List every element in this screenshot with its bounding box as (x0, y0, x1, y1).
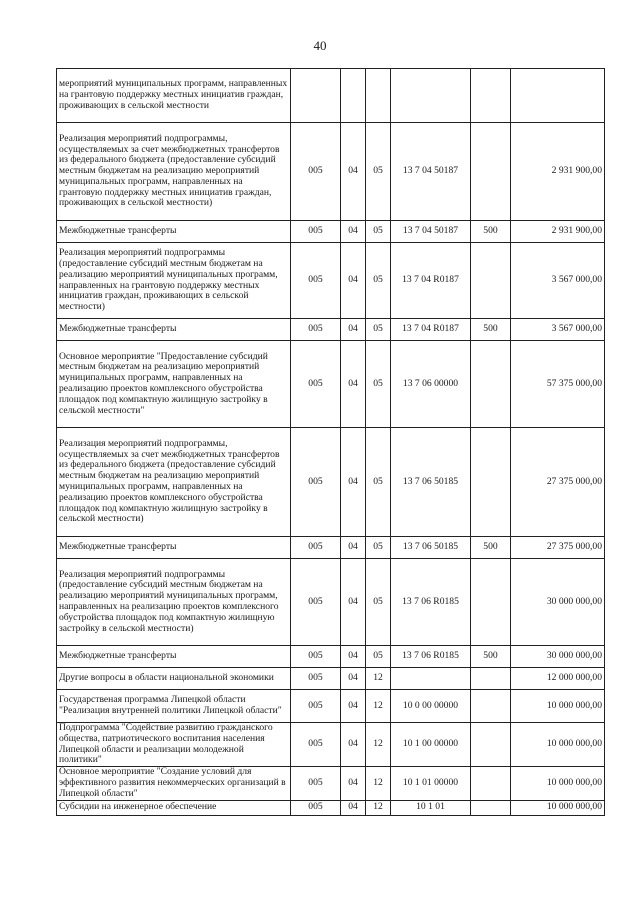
table-row (57, 690, 605, 723)
budget-table-body (57, 69, 605, 816)
subsection-code-cell: 05 (366, 428, 391, 537)
ministry-code-cell: 005 (291, 123, 341, 221)
subsection-code-cell: 05 (366, 537, 391, 559)
subsection-code-cell: 05 (366, 646, 391, 668)
amount-cell: 30 000 000,00 (511, 646, 605, 668)
section-code-cell: 04 (341, 123, 366, 221)
ministry-code-cell: 005 (291, 341, 341, 428)
section-code-cell: 04 (341, 559, 366, 646)
row-name-cell: Межбюджетные трансферты (57, 537, 291, 559)
subsection-code-cell: 12 (366, 668, 391, 690)
ministry-code-cell (291, 69, 341, 123)
target-article-cell: 13 7 04 50187 (391, 123, 471, 221)
ministry-code-cell: 005 (291, 428, 341, 537)
subsection-code-cell: 05 (366, 559, 391, 646)
target-article-cell (391, 668, 471, 690)
amount-cell: 3 567 000,00 (511, 243, 605, 319)
row-name-cell: Реализация мероприятий подпрограммы, осуществляемых за счет межбюджетных трансфертов из федерального бюджета (предоставление субсидий местным бюджетам на реализацию мероприятий муниципальных программ, направленных на реализацию проектов комплексного обустройства площадок под компактную жилищную застройку в сельской местности) (57, 428, 291, 537)
section-code-cell: 04 (341, 428, 366, 537)
expense-type-cell: 500 (471, 537, 511, 559)
ministry-code-cell: 005 (291, 723, 341, 767)
target-article-cell: 13 7 06 R0185 (391, 559, 471, 646)
row-name-cell: Реализация мероприятий подпрограммы (предоставление субсидий местным бюджетам на реализацию мероприятий муниципальных программ, направленных на реализацию проектов комплексного обустройства площадок под компактную жилищную застройку в сельской местности) (57, 559, 291, 646)
target-article-cell: 13 7 06 00000 (391, 341, 471, 428)
row-name-cell: Реализация мероприятий подпрограммы (предоставление субсидий местным бюджетам на реализацию мероприятий муниципальных программ, направленных на грантовую поддержку местных инициатив граждан, проживающих в сельской местности) (57, 243, 291, 319)
page-number: 40 (313, 38, 327, 53)
section-code-cell: 04 (341, 690, 366, 723)
target-article-cell: 13 7 06 R0185 (391, 646, 471, 668)
row-name-cell: Субсидии на инженерное обеспечение (57, 800, 291, 815)
table-row (57, 767, 605, 800)
ministry-code-cell: 005 (291, 559, 341, 646)
amount-cell: 27 375 000,00 (511, 428, 605, 537)
table-row (57, 341, 605, 428)
subsection-code-cell: 05 (366, 221, 391, 243)
amount-cell: 10 000 000,00 (511, 690, 605, 723)
amount-cell: 2 931 900,00 (511, 123, 605, 221)
amount-cell (511, 69, 605, 123)
subsection-code-cell: 05 (366, 341, 391, 428)
expense-type-cell (471, 341, 511, 428)
target-article-cell: 13 7 06 50185 (391, 428, 471, 537)
amount-cell: 2 931 900,00 (511, 221, 605, 243)
row-name-cell: Основное мероприятие "Предоставление субсидий местным бюджетам на реализацию мероприятий муниципальных программ, направленных на реализацию проектов комплексного обустройства площадок под компактную жилищную застройку в сельской местности" (57, 341, 291, 428)
row-name-cell: Государственая программа Липецкой области "Реализация внутренней политики Липецкой области" (57, 690, 291, 723)
section-code-cell: 04 (341, 537, 366, 559)
amount-cell: 12 000 000,00 (511, 668, 605, 690)
amount-cell: 10 000 000,00 (511, 723, 605, 767)
row-name-cell: Межбюджетные трансферты (57, 319, 291, 341)
expense-type-cell (471, 428, 511, 537)
expense-type-cell: 500 (471, 221, 511, 243)
subsection-code-cell: 12 (366, 767, 391, 800)
expense-type-cell (471, 668, 511, 690)
row-name-cell: Межбюджетные трансферты (57, 646, 291, 668)
expense-type-cell (471, 690, 511, 723)
row-name-cell: Реализация мероприятий подпрограммы, осуществляемых за счет межбюджетных трансфертов из федерального бюджета (предоставление субсидий местным бюджетам на реализацию мероприятий муниципальных программ, направленных на грантовую поддержку местных инициатив граждан, проживающих в сельской местности) (57, 123, 291, 221)
target-article-cell: 10 1 00 00000 (391, 723, 471, 767)
subsection-code-cell: 05 (366, 123, 391, 221)
amount-cell: 30 000 000,00 (511, 559, 605, 646)
subsection-code-cell: 05 (366, 319, 391, 341)
ministry-code-cell: 005 (291, 767, 341, 800)
section-code-cell: 04 (341, 646, 366, 668)
ministry-code-cell: 005 (291, 319, 341, 341)
target-article-cell: 10 1 01 00000 (391, 767, 471, 800)
table-row (57, 537, 605, 559)
expense-type-cell (471, 559, 511, 646)
table-row (57, 428, 605, 537)
row-name-cell: Подпрограмма "Содействие развитию гражданского общества, патриотического воспитания населения Липецкой области и реализации молодежной политики" (57, 723, 291, 767)
target-article-cell: 13 7 04 R0187 (391, 319, 471, 341)
subsection-code-cell: 12 (366, 800, 391, 815)
table-row (57, 723, 605, 767)
target-article-cell: 13 7 06 50185 (391, 537, 471, 559)
ministry-code-cell: 005 (291, 668, 341, 690)
expense-type-cell: 500 (471, 319, 511, 341)
table-row (57, 559, 605, 646)
table-row (57, 668, 605, 690)
row-name-cell: Другие вопросы в области национальной экономики (57, 668, 291, 690)
table-row (57, 243, 605, 319)
expense-type-cell (471, 723, 511, 767)
row-name-cell: мероприятий муниципальных программ, направленных на грантовую поддержку местных инициатив граждан, проживающих в сельской местности (57, 69, 291, 123)
subsection-code-cell (366, 69, 391, 123)
section-code-cell: 04 (341, 341, 366, 428)
section-code-cell: 04 (341, 221, 366, 243)
row-name-cell: Межбюджетные трансферты (57, 221, 291, 243)
table-row (57, 319, 605, 341)
expense-type-cell (471, 243, 511, 319)
target-article-cell: 10 1 01 (391, 800, 471, 815)
section-code-cell: 04 (341, 800, 366, 815)
ministry-code-cell: 005 (291, 690, 341, 723)
expense-type-cell (471, 123, 511, 221)
amount-cell: 3 567 000,00 (511, 319, 605, 341)
amount-cell: 57 375 000,00 (511, 341, 605, 428)
table-row (57, 646, 605, 668)
row-name-cell: Основное мероприятие "Создание условий для эффективного развития некоммерческих организаций в Липецкой области" (57, 767, 291, 800)
section-code-cell (341, 69, 366, 123)
table-row (57, 221, 605, 243)
table-row (57, 69, 605, 123)
ministry-code-cell: 005 (291, 646, 341, 668)
ministry-code-cell: 005 (291, 800, 341, 815)
expense-type-cell (471, 767, 511, 800)
expense-type-cell (471, 800, 511, 815)
expense-type-cell (471, 69, 511, 123)
section-code-cell: 04 (341, 243, 366, 319)
section-code-cell: 04 (341, 767, 366, 800)
ministry-code-cell: 005 (291, 537, 341, 559)
target-article-cell: 13 7 04 R0187 (391, 243, 471, 319)
table-row (57, 123, 605, 221)
section-code-cell: 04 (341, 319, 366, 341)
target-article-cell: 13 7 04 50187 (391, 221, 471, 243)
target-article-cell (391, 69, 471, 123)
ministry-code-cell: 005 (291, 243, 341, 319)
amount-cell: 27 375 000,00 (511, 537, 605, 559)
target-article-cell: 10 0 00 00000 (391, 690, 471, 723)
budget-table (56, 68, 605, 816)
section-code-cell: 04 (341, 668, 366, 690)
table-row (57, 800, 605, 815)
amount-cell: 10 000 000,00 (511, 767, 605, 800)
expense-type-cell: 500 (471, 646, 511, 668)
subsection-code-cell: 12 (366, 723, 391, 767)
amount-cell: 10 000 000,00 (511, 800, 605, 815)
subsection-code-cell: 05 (366, 243, 391, 319)
section-code-cell: 04 (341, 723, 366, 767)
subsection-code-cell: 12 (366, 690, 391, 723)
ministry-code-cell: 005 (291, 221, 341, 243)
